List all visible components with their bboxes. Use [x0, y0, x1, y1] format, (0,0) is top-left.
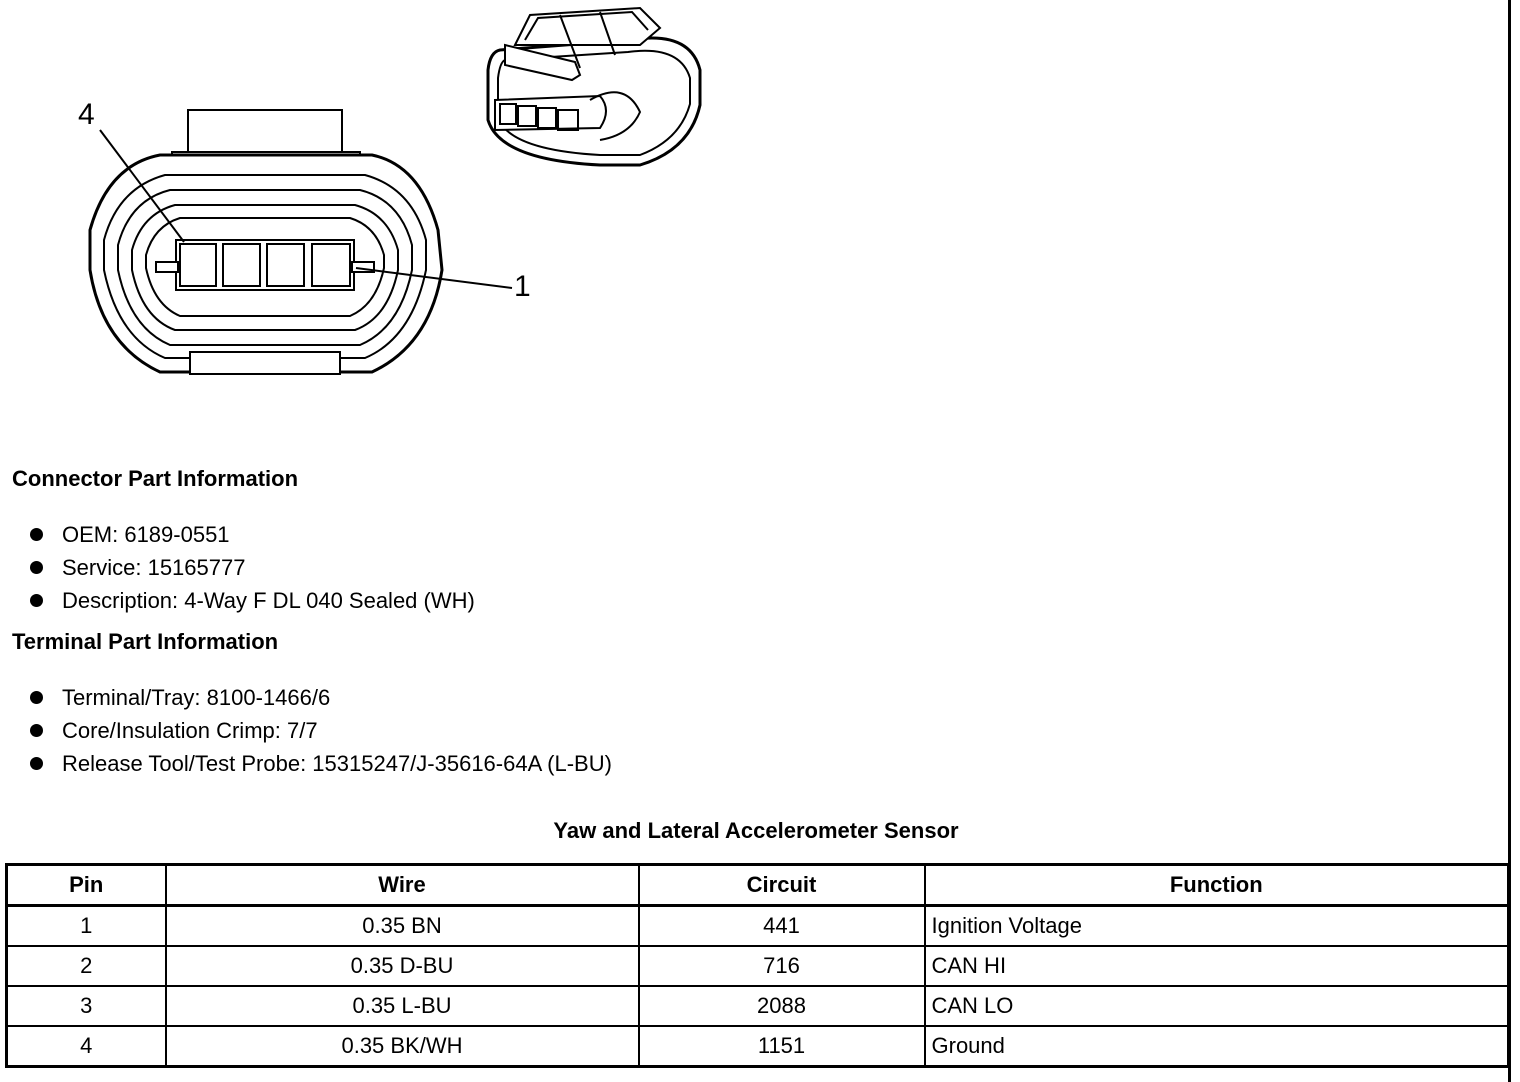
table-row: [7, 1026, 1509, 1067]
cell-pin: 1: [7, 906, 166, 947]
list-item: Core/Insulation Crimp: 7/7: [30, 714, 612, 747]
column-header-wire: Wire: [166, 865, 639, 906]
table-row: [7, 986, 1509, 1026]
connector-isometric-view: [488, 8, 700, 165]
bullet-icon: [30, 561, 43, 574]
table-title: Yaw and Lateral Accelerometer Sensor: [553, 818, 959, 843]
cell-circuit: 1151: [639, 1026, 925, 1067]
bullet-icon: [30, 724, 43, 737]
cell-wire: 0.35 D-BU: [166, 946, 639, 986]
column-header-function: Function: [925, 865, 1509, 906]
cell-wire: 0.35 BN: [166, 906, 639, 947]
cell-function: CAN LO: [925, 986, 1509, 1026]
bullet-icon: [30, 757, 43, 770]
cell-wire: 0.35 L-BU: [166, 986, 639, 1026]
terminal-part-info-heading: Terminal Part Information: [12, 629, 279, 654]
cell-pin: 3: [7, 986, 166, 1026]
column-header-circuit: Circuit: [639, 865, 925, 906]
list-item: Release Tool/Test Probe: 15315247/J-35616-64A (L-BU): [30, 747, 612, 780]
bullet-icon: [30, 691, 43, 704]
list-item: Terminal/Tray: 8100-1466/6: [30, 681, 612, 714]
cell-function: CAN HI: [925, 946, 1509, 986]
cell-function: Ground: [925, 1026, 1509, 1067]
cell-pin: 2: [7, 946, 166, 986]
callout-pin-1: 1: [514, 270, 531, 303]
callout-pin-4: 4: [78, 98, 95, 131]
cell-function: Ignition Voltage: [925, 906, 1509, 947]
list-item: Description: 4-Way F DL 040 Sealed (WH): [30, 584, 475, 617]
table-row: [7, 906, 1509, 947]
bullet-icon: [30, 528, 43, 541]
table-row: [7, 946, 1509, 986]
table-header-row: [7, 865, 1509, 906]
cell-circuit: 441: [639, 906, 925, 947]
connector-diagram: [0, 0, 760, 400]
bullet-icon: [30, 594, 43, 607]
cell-pin: 4: [7, 1026, 166, 1067]
pinout-table: [5, 863, 1510, 1068]
column-header-pin: Pin: [7, 865, 166, 906]
cell-wire: 0.35 BK/WH: [166, 1026, 639, 1067]
cell-circuit: 2088: [639, 986, 925, 1026]
terminal-part-info-list: [30, 681, 612, 780]
connector-part-info-heading: Connector Part Information: [12, 466, 299, 491]
connector-part-info-list: [30, 518, 475, 617]
list-item: OEM: 6189-0551: [30, 518, 475, 551]
connector-front-view: [90, 110, 442, 374]
cell-circuit: 716: [639, 946, 925, 986]
list-item: Service: 15165777: [30, 551, 475, 584]
